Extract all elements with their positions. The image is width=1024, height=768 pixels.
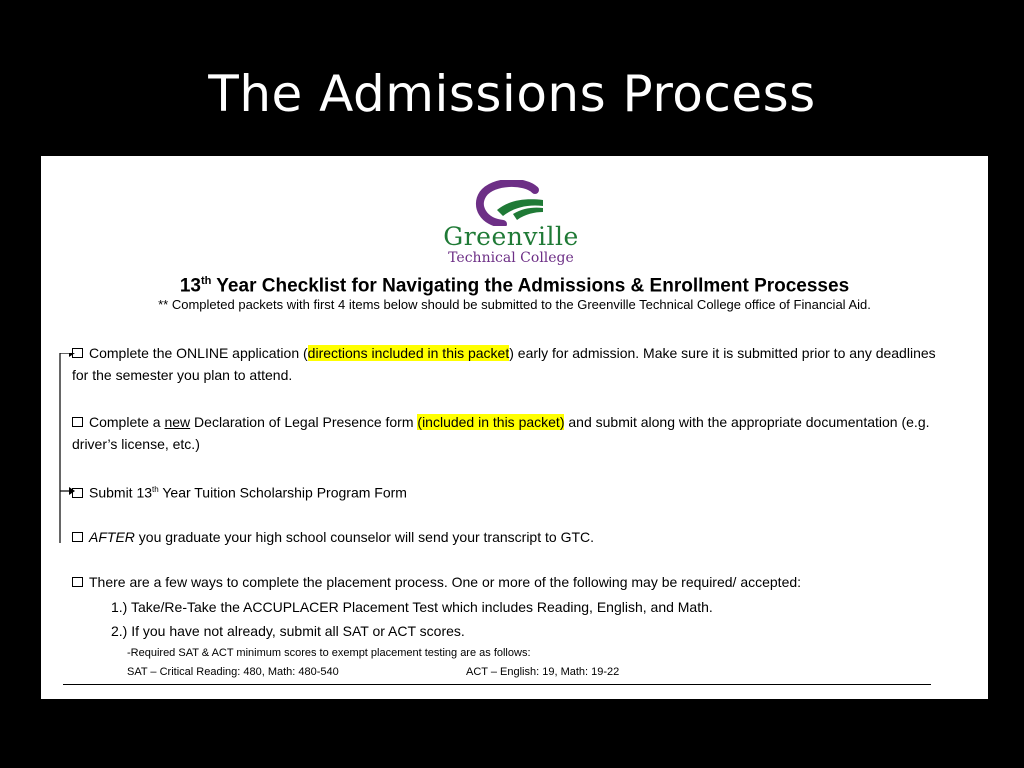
item-text: There are a few ways to complete the placement process. One or more of the following may be required/ accepted:	[89, 574, 802, 590]
document-image	[41, 156, 988, 699]
item-text: Declaration of Legal Presence form	[190, 414, 418, 430]
superscript: th	[152, 485, 159, 494]
highlighted-text: (included in this packet)	[417, 414, 565, 430]
item-text: and submit along with the appropriate documentation (e.g. driver’s license, etc.)	[72, 414, 930, 452]
logo-subtitle: Technical College	[448, 250, 574, 266]
item-text: Year Tuition Scholarship Program Form	[158, 484, 407, 501]
checklist-heading	[41, 270, 988, 297]
item-text: you graduate your high school counselor will send your transcript to GTC.	[134, 529, 595, 545]
heading-text: Year Checklist for Navigating the Admissions & Enrollment Processes	[211, 275, 850, 297]
highlighted-text: directions included in this packet	[307, 345, 510, 361]
checkbox-icon	[72, 348, 83, 358]
slide-title: The Admissions Process	[208, 65, 816, 123]
checklist-item-scholarship-form	[72, 479, 952, 504]
checklist-item-online-application	[72, 342, 952, 386]
item-text: Submit 13	[89, 484, 153, 501]
item-text: Complete the ONLINE application (	[89, 345, 308, 361]
act-scores: ACT – English: 19, Math: 19-22	[466, 666, 620, 678]
checklist-item-placement	[72, 571, 952, 593]
packet-note: ** Completed packets with first 4 items below should be submitted to the Greenville Technical College office of Financial Aid.	[158, 297, 871, 312]
college-logo	[423, 180, 599, 266]
placement-option-accuplacer: 1.) Take/Re-Take the ACCUPLACER Placement Test which includes Reading, English, and Math.	[111, 599, 713, 615]
placement-option-sat-act: 2.) If you have not already, submit all SAT or ACT scores.	[111, 623, 465, 639]
heading-superscript: th	[200, 275, 212, 287]
checkbox-icon	[72, 488, 83, 498]
italic-text: AFTER	[89, 529, 135, 545]
sat-scores: SAT – Critical Reading: 480, Math: 480-540	[127, 666, 339, 678]
item-text: ) early for admission. Make sure it is submitted prior to any deadlines for the semester you plan to attend.	[72, 345, 936, 383]
checkbox-icon	[72, 532, 83, 542]
logo-g-icon	[473, 180, 545, 226]
checklist-item-legal-presence	[72, 411, 952, 455]
checkbox-icon	[72, 417, 83, 427]
divider-line	[63, 684, 931, 685]
heading-number: 13	[179, 275, 201, 297]
logo-name: Greenville	[443, 222, 579, 251]
checkbox-icon	[72, 577, 83, 587]
item-text: Complete a	[89, 414, 165, 430]
score-requirement-note: -Required SAT & ACT minimum scores to exempt placement testing are as follows:	[127, 647, 531, 659]
underlined-text: new	[164, 414, 191, 430]
checklist-item-transcript	[72, 526, 952, 548]
